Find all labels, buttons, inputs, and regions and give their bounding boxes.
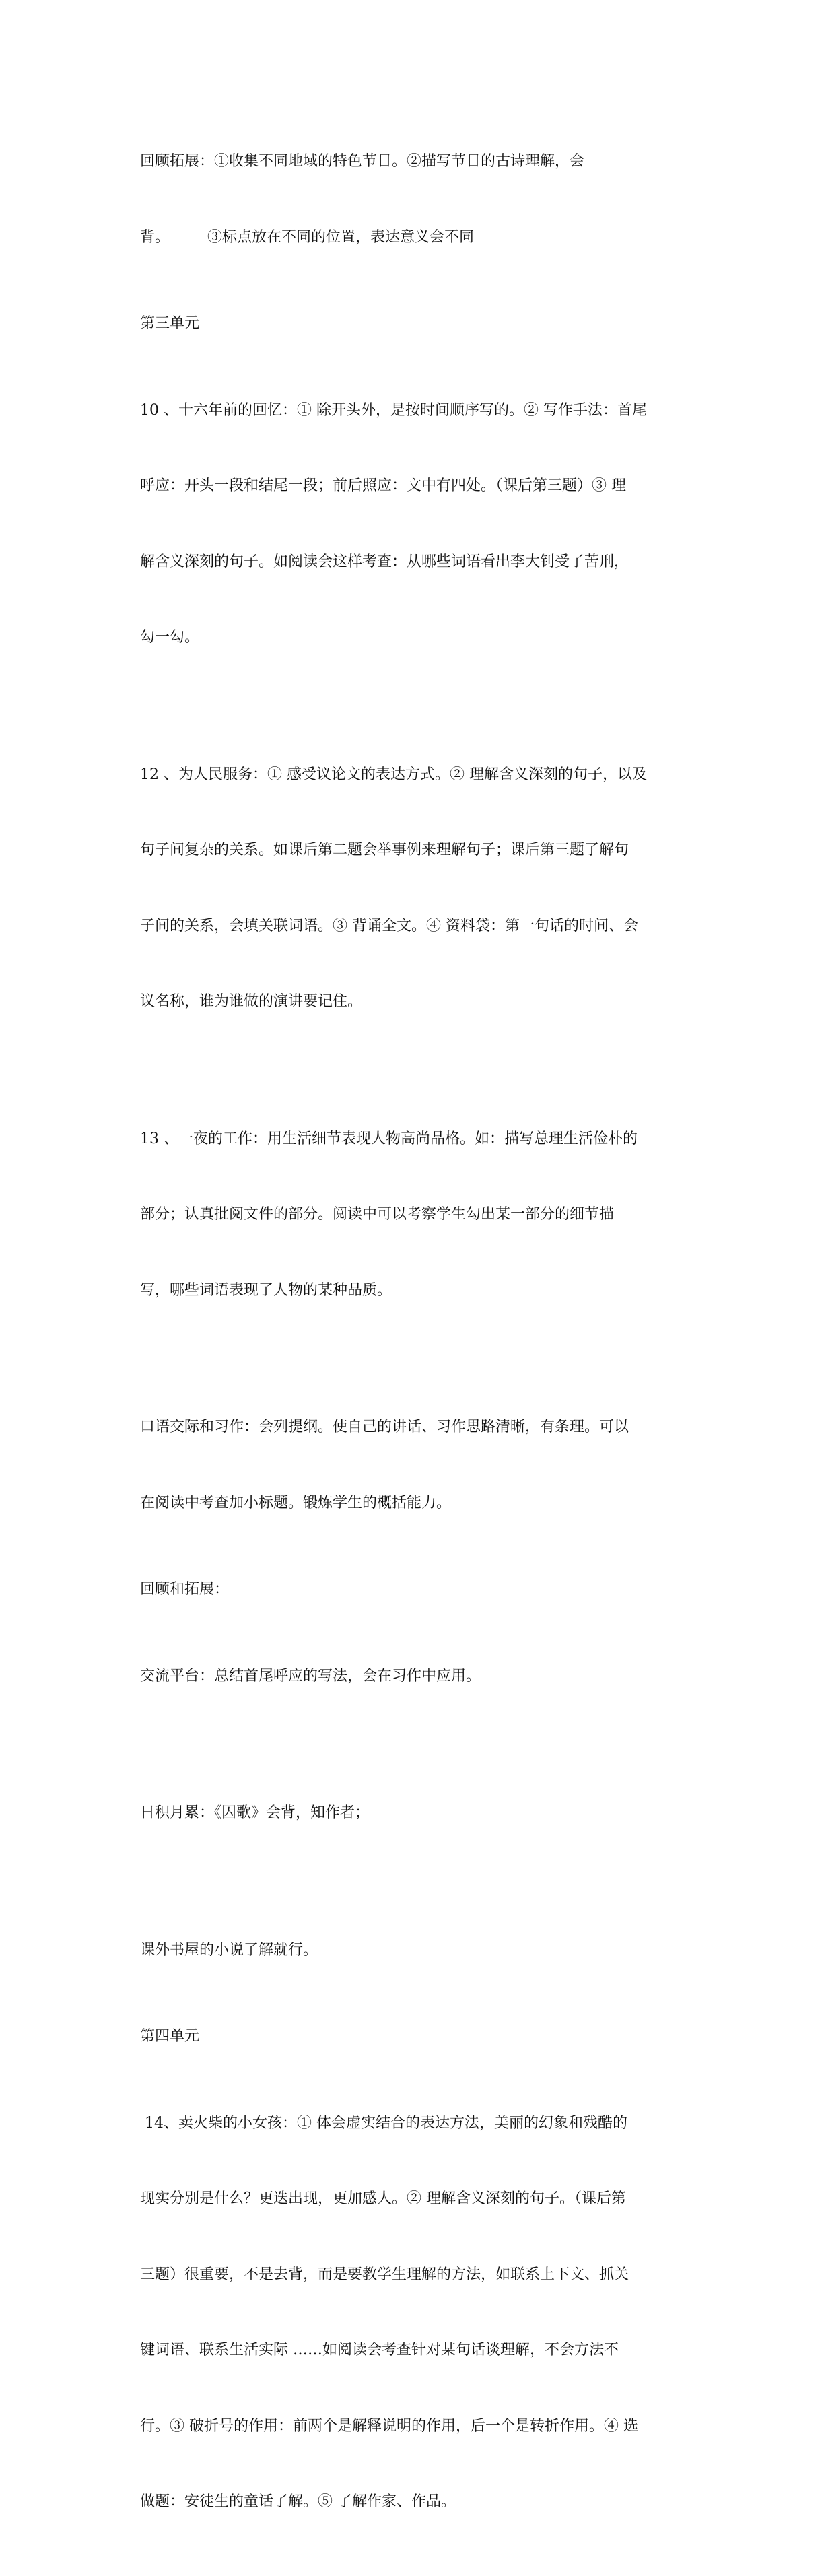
text-line: 部分；认真批阅文件的部分。阅读中可以考察学生勾出某一部分的细节描 bbox=[140, 1206, 615, 1223]
text-line: 14、卖火柴的小女孩：① 体会虚实结合的表达方法，美丽的幻象和残酷的 bbox=[140, 2114, 627, 2132]
lesson-12-paragraph bbox=[140, 712, 679, 1065]
text-line: 子间的关系，会填关联词语。③ 背诵全文。④ 资料袋：第一句话的时间、会 bbox=[140, 917, 638, 935]
text-line: 日积月累：《囚歌》会背，知作者； bbox=[140, 1804, 370, 1821]
exchange-platform-paragraph bbox=[140, 1613, 679, 1740]
text-line: 呼应：开头一段和结尾一段；前后照应：文中有四处。（课后第三题）③ 理 bbox=[140, 477, 626, 494]
text-line: 在阅读中考查加小标题。锻炼学生的概括能力。 bbox=[140, 1494, 452, 1512]
text-line: 做题：安徒生的童话了解。⑤ 了解作家、作品。 bbox=[140, 2493, 456, 2510]
text-line: 议名称，谁为谁做的演讲要记住。 bbox=[140, 993, 363, 1010]
text-line: 口语交际和习作：会列提纲。使自己的讲话、习作思路清晰，有条理。可以 bbox=[140, 1419, 629, 1435]
daily-accumulation-paragraph bbox=[140, 1750, 679, 1876]
text-line: 三题）很重要，不是去背，而是要教学生理解的方法，如联系上下文、抓关 bbox=[140, 2266, 629, 2283]
heading-text: 第四单元 bbox=[140, 2028, 200, 2045]
text-line: 10 、十六年前的回忆：① 除开头外，是按时间顺序写的。② 写作手法：首尾 bbox=[140, 401, 647, 419]
heading-text: 回顾和拓展： bbox=[140, 1581, 230, 1598]
text-line: 写，哪些词语表现了人物的某种品质。 bbox=[140, 1281, 392, 1299]
unit-three-heading bbox=[140, 311, 679, 337]
lesson-13-paragraph bbox=[140, 1076, 679, 1354]
lesson-10-paragraph bbox=[140, 347, 679, 701]
unit-four-heading bbox=[140, 2024, 679, 2049]
oral-communication-paragraph bbox=[140, 1364, 679, 1566]
extracurricular-reading-paragraph bbox=[140, 1887, 679, 2014]
text-line: 12 、为人民服务：① 感受议论文的表达方式。② 理解含义深刻的句子，以及 bbox=[140, 766, 647, 783]
text-line: 交流平台：总结首尾呼应的写法，会在习作中应用。 bbox=[140, 1667, 481, 1685]
lesson-14-paragraph bbox=[140, 2060, 679, 2565]
text-line: 课外书屋的小说了解就行。 bbox=[140, 1941, 318, 1959]
review-heading bbox=[140, 1577, 679, 1602]
text-line: 现实分别是什么？更迭出现，更加感人。② 理解含义深刻的句子。（课后第 bbox=[140, 2190, 626, 2207]
document-page bbox=[140, 98, 679, 2576]
text-line: 解含义深刻的句子。如阅读会这样考查：从哪些词语看出李大钊受了苦刑， bbox=[140, 553, 629, 570]
text-line: 键词语、联系生活实际 ……如阅读会考查针对某句话谈理解，不会方法不 bbox=[140, 2342, 619, 2359]
heading-text: 第三单元 bbox=[140, 315, 200, 332]
text-line: 背。 ③标点放在不同的位置，表达意义会不同 bbox=[140, 228, 474, 246]
text-line: 13 、一夜的工作：用生活细节表现人物高尚品格。如：描写总理生活俭朴的 bbox=[140, 1130, 638, 1147]
text-line: 行。③ 破折号的作用：前两个是解释说明的作用，后一个是转折作用。④ 选 bbox=[140, 2417, 638, 2435]
review-extension-paragraph bbox=[140, 98, 679, 300]
text-line: 勾一勾。 bbox=[140, 629, 200, 646]
text-line: 回顾拓展：①收集不同地域的特色节日。②描写节日的古诗理解，会 bbox=[140, 153, 585, 170]
text-line: 句子间复杂的关系。如课后第二题会举事例来理解句子；课后第三题了解句 bbox=[140, 842, 629, 858]
